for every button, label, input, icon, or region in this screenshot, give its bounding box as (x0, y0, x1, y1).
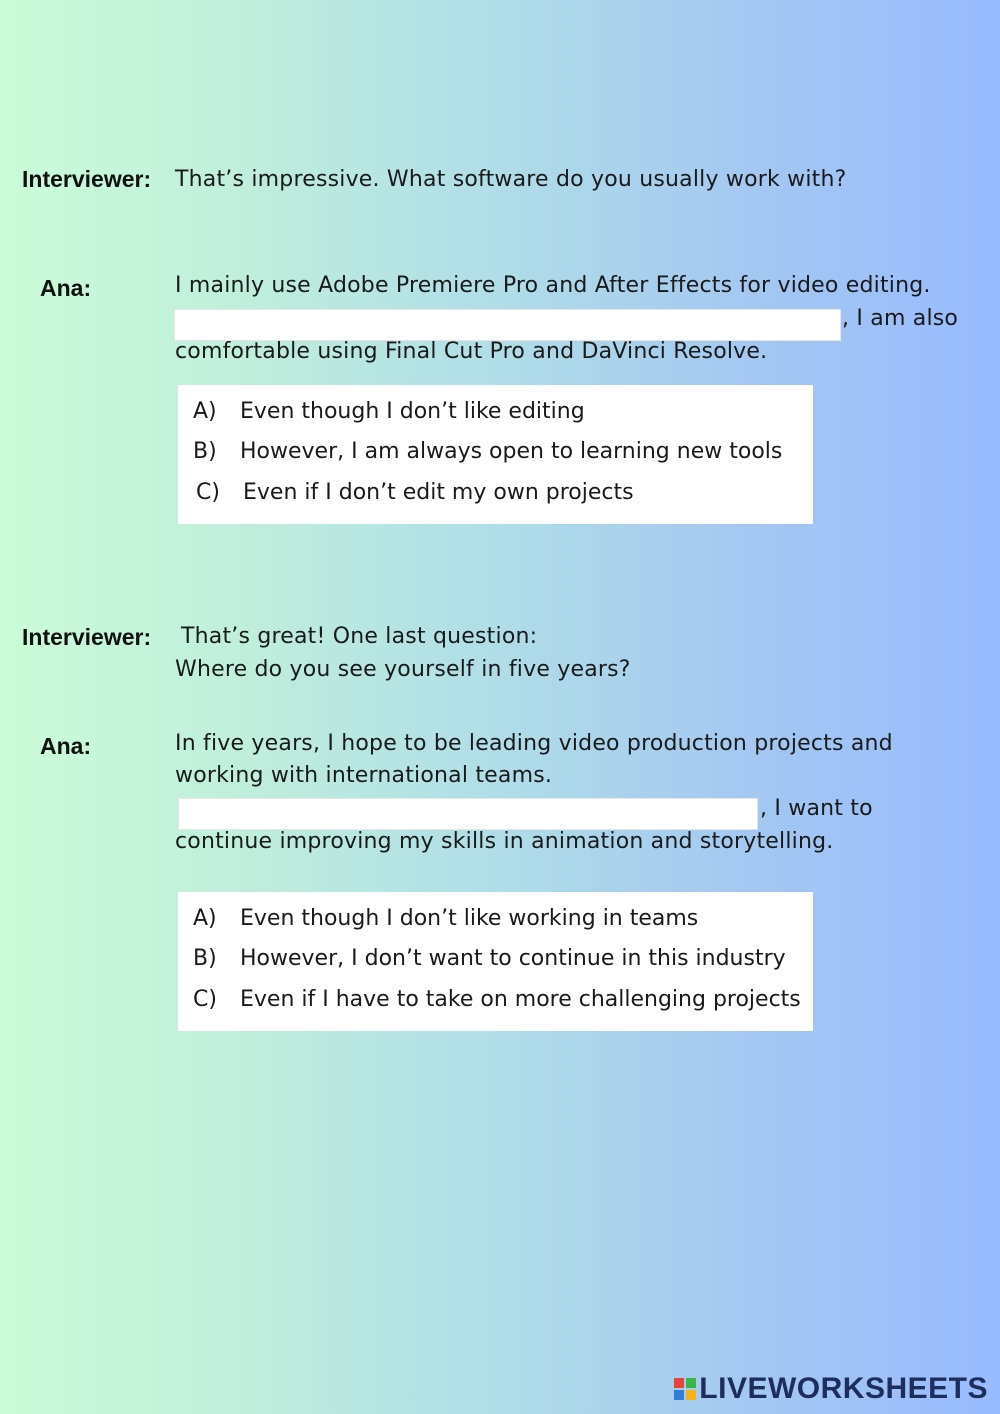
dialogue-line: Where do you see yourself in five years? (175, 657, 631, 682)
option-letter: B) (193, 439, 217, 464)
dialogue-line: That’s great! One last question: (181, 624, 538, 649)
dialogue-line: comfortable using Final Cut Pro and DaVinci Resolve. (175, 339, 768, 364)
option-text: However, I don’t want to continue in this industry (240, 946, 786, 971)
speaker-label: Ana: (40, 733, 92, 759)
option-text: Even if I have to take on more challenging projects (240, 987, 801, 1012)
speaker-label: Interviewer: (22, 624, 152, 650)
option-letter: A) (193, 906, 217, 931)
option-c[interactable] (196, 480, 634, 505)
option-letter: B) (193, 946, 217, 971)
logo-text: LIVEWORKSHEETS (699, 1372, 988, 1405)
dialogue-line: That’s impressive. What software do you usually work with? (175, 167, 847, 192)
option-letter: A) (193, 399, 217, 424)
dialogue-line: , I want to (760, 796, 873, 821)
option-text: Even if I don’t edit my own projects (243, 480, 634, 505)
option-c[interactable] (193, 987, 801, 1012)
dialogue-line: , I am also (842, 306, 959, 331)
option-a[interactable] (193, 906, 698, 931)
liveworksheets-logo-icon (674, 1378, 696, 1400)
option-text: However, I am always open to learning new tools (240, 439, 783, 464)
dialogue-line: In five years, I hope to be leading video production projects and (175, 731, 893, 756)
option-b[interactable] (193, 439, 782, 464)
liveworksheets-logo[interactable] (674, 1372, 988, 1406)
speaker-label: Ana: (40, 275, 92, 301)
option-letter: C) (196, 480, 220, 505)
dialogue-line: continue improving my skills in animation and storytelling. (175, 829, 834, 854)
options-box (178, 385, 813, 524)
dialogue-line: I mainly use Adobe Premiere Pro and After Effects for video editing. (175, 273, 931, 298)
option-text: Even though I don’t like working in teams (240, 906, 699, 931)
option-text: Even though I don’t like editing (240, 399, 585, 424)
option-a[interactable] (193, 399, 585, 424)
answer-blank-input[interactable] (178, 798, 758, 830)
dialogue-line: working with international teams. (175, 763, 553, 788)
options-box (178, 892, 813, 1031)
option-letter: C) (193, 987, 217, 1012)
option-b[interactable] (193, 946, 786, 971)
answer-blank-input[interactable] (174, 309, 841, 341)
speaker-label: Interviewer: (22, 166, 152, 192)
